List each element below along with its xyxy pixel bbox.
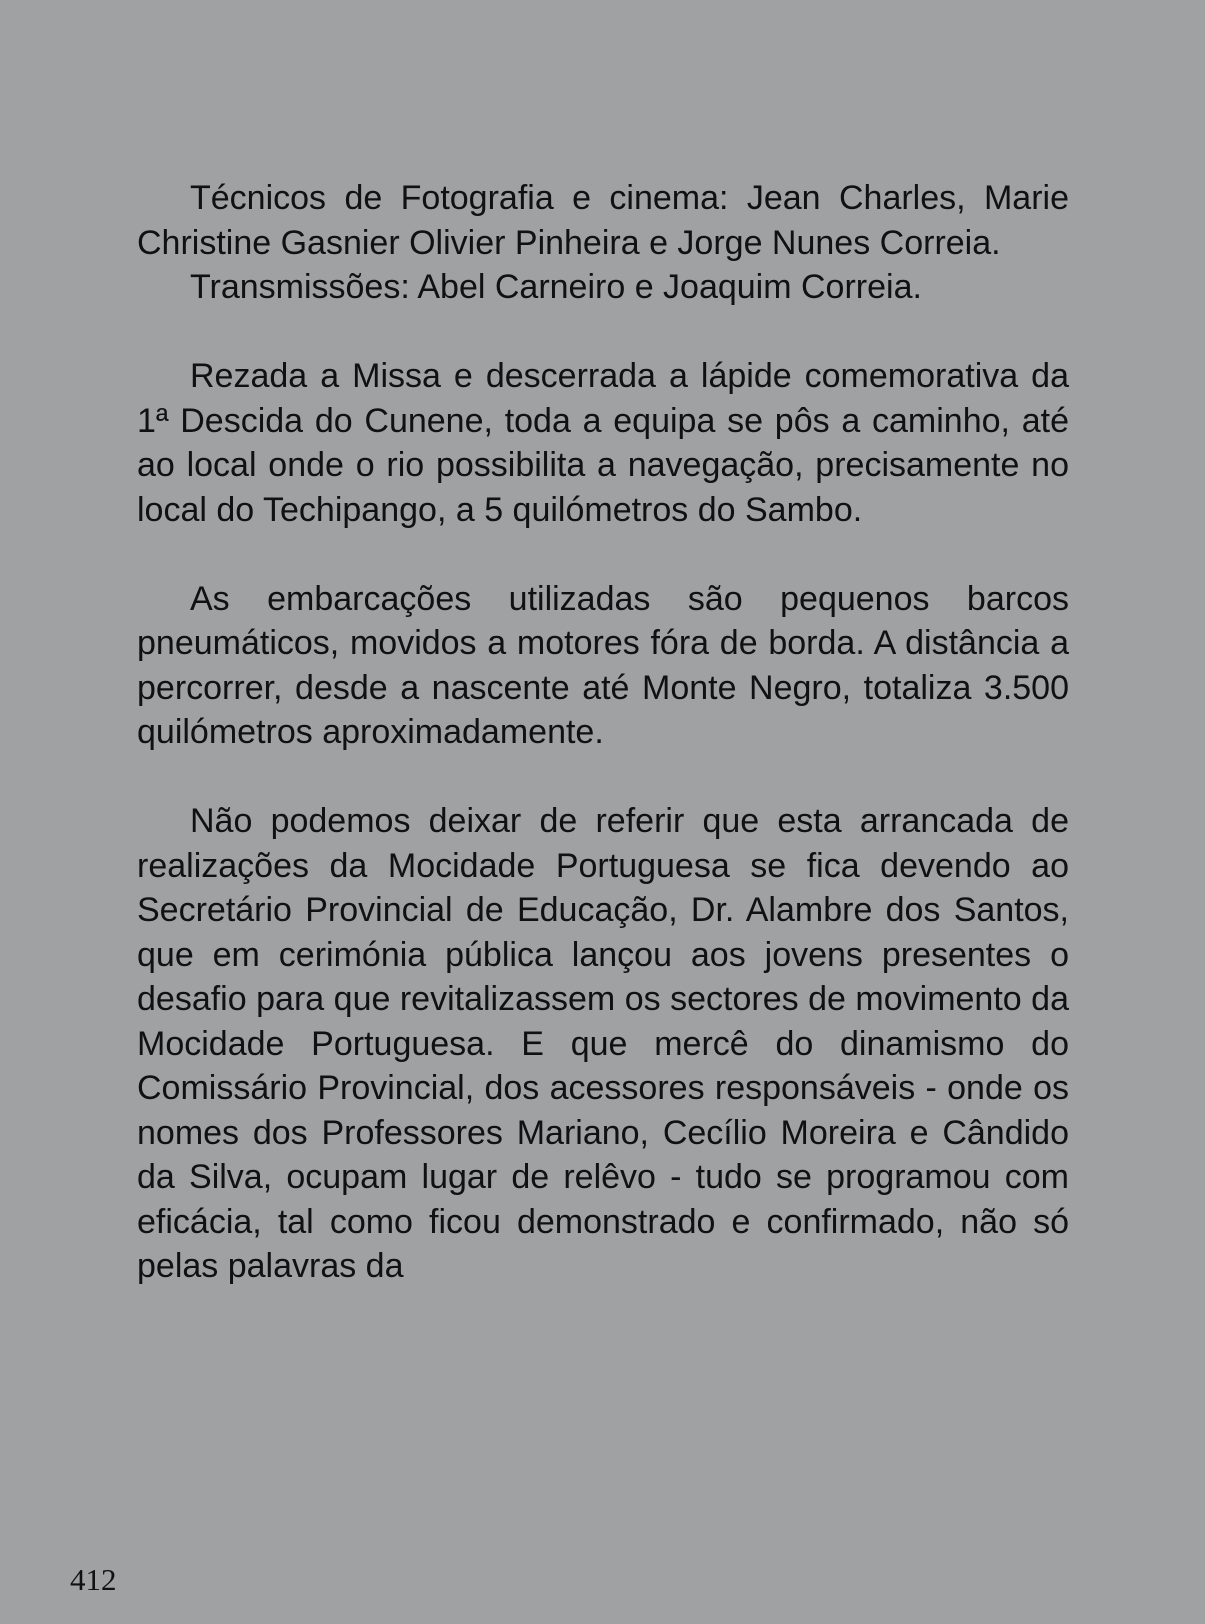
paragraph-acknowledgements: Não podemos deixar de referir que esta arrancada de realizações da Mocidade Portuguesa se fica devendo ao Secretário Provincial de Educação, Dr. Alambre dos Santos, que em cerimónia pública lançou aos jovens presentes o desafio para que revitalizassem os sectores de movimento da Mocidade Portuguesa. E que mercê do dinamismo do Comissário Provincial, dos acessores responsáveis - onde os nomes dos Professores Mariano, Cecílio Moreira e Cândido da Silva, ocupam lugar de relêvo - tudo se programou com eficácia, tal como ficou demonstrado e confirmado, não só pelas palavras da	[137, 802, 1069, 1285]
paragraph-transmissions-credits: Transmissões: Abel Carneiro e Joaquim Correia.	[190, 268, 922, 306]
paragraph-spacer	[137, 532, 1069, 577]
page-number: 412	[70, 1562, 117, 1597]
page-body	[137, 176, 1069, 1289]
paragraph-mass-and-departure: Rezada a Missa e descerrada a lápide comemorativa da 1ª Descida do Cunene, toda a equipa se pôs a caminho, até ao local onde o rio possibilita a navegação, precisamente no local do Techipango, a 5 quilómetros do Sambo.	[137, 357, 1069, 529]
paragraph-spacer	[137, 755, 1069, 800]
paragraph-spacer	[137, 310, 1069, 355]
paragraph-boats-and-distance: As embarcações utilizadas são pequenos barcos pneumáticos, movidos a motores fóra de borda. A distância a percorrer, desde a nascente até Monte Negro, totaliza 3.500 quilómetros aproximadamente.	[137, 579, 1069, 751]
paragraph-photo-cinema-credits: Técnicos de Fotografia e cinema: Jean Charles, Marie Christine Gasnier Olivier Pinheira e Jorge Nunes Correia.	[137, 179, 1069, 262]
